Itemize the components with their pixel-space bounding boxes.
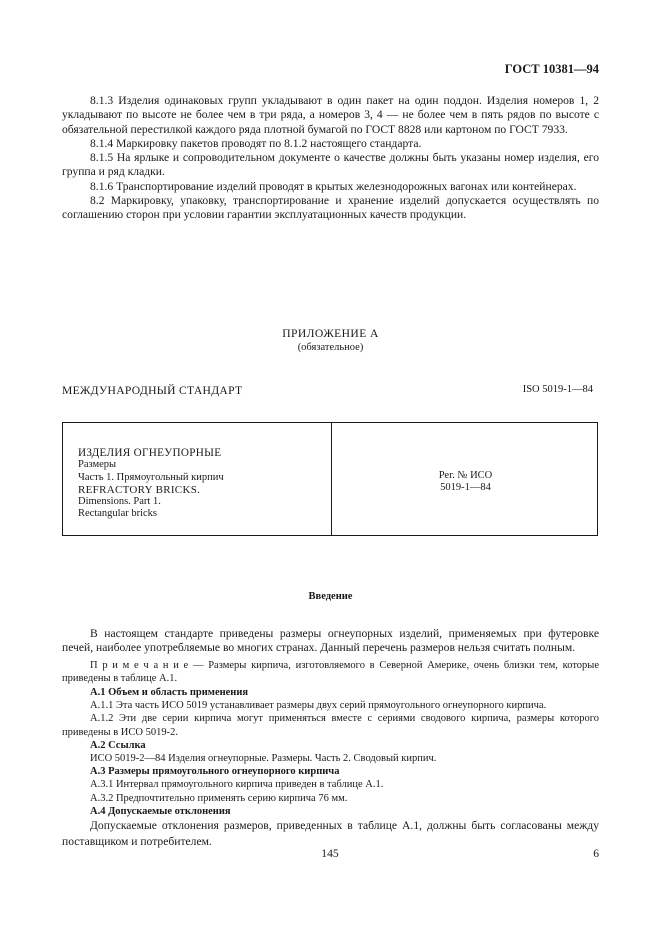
appendix-subtitle: (обязательное)	[297, 342, 364, 353]
paragraph-8-1-3: 8.1.3 Изделия одинаковых групп укладывают в один пакет на один поддон. Изделия номеров 1, 2 укладывают по высоте не более чем в три ряда, а номеров 3, 4 — не более чем в пять рядов по высоте с обязательной перестилкой каждого ряда плотной бумагой по ГОСТ 8828 или картоном по ГОСТ 7933.	[62, 94, 599, 136]
section-a1-1: А.1.1 Эта часть ИСО 5019 устанавливает размеры двух серий прямоугольного огнеупорного кирпича.	[90, 700, 547, 712]
section-a3-title: А.3 Размеры прямоугольного огнеупорного кирпича	[90, 766, 340, 778]
section-a1-2: А.1.2 Эти две серии кирпича могут применяться вместе с сериями сводового кирпича, размеры которого приведены в ИСО 5019-2.	[62, 713, 599, 738]
box-title-en: REFRACTORY BRICKS.	[78, 483, 201, 496]
paragraph-8-1-6: 8.1.6 Транспортирование изделий проводят в крытых железнодорожных вагонах или контейнерах.	[90, 179, 577, 193]
top-paragraphs	[62, 94, 599, 223]
section-a3-1: А.3.1 Интервал прямоугольного кирпича приведен в таблице А.1.	[90, 779, 384, 791]
appendix-title: ПРИЛОЖЕНИЕ А	[282, 327, 379, 340]
sections	[62, 686, 599, 849]
gost-code: ГОСТ 10381—94	[504, 62, 599, 76]
international-standard-label: МЕЖДУНАРОДНЫЙ СТАНДАРТ	[62, 384, 243, 397]
note-label: П р и м е ч а н и е	[90, 660, 189, 671]
page-number-center: 145	[321, 847, 339, 860]
box-line: Часть 1. Прямоугольный кирпич	[78, 471, 224, 483]
page-number-right: 6	[593, 847, 599, 860]
box-line: Размеры	[78, 459, 117, 471]
note-text: — Размеры кирпича, изготовляемого в Северной Америке, очень близки тем, которые приведены в таблице А.1.	[62, 660, 600, 685]
section-a2-title: А.2 Ссылка	[90, 739, 146, 751]
box-left-text	[78, 447, 323, 521]
box-title-ru: ИЗДЕЛИЯ ОГНЕУПОРНЫЕ	[78, 447, 222, 459]
box-line: Dimensions. Part 1.	[78, 496, 161, 508]
intro-heading: Введение	[308, 591, 353, 602]
paragraph-8-1-5: 8.1.5 На ярлыке и сопроводительном документе о качестве должны быть указаны номер изделия, его группа и ряд кладки.	[62, 151, 599, 179]
standard-title-box	[62, 422, 598, 536]
reg-number: 5019-1—84	[440, 482, 491, 494]
section-a3-2: А.3.2 Предпочтительно применять серию кирпича 76 мм.	[90, 792, 348, 804]
section-a2-text: ИСО 5019-2—84 Изделия огнеупорные. Размеры. Часть 2. Сводовый кирпич.	[90, 753, 437, 765]
section-a4-title: А.4 Допускаемые отклонения	[90, 805, 231, 817]
intro-paragraph: В настоящем стандарте приведены размеры огнеупорных изделий, применяемых при футеровке печей, наиболее употребляемые во многих странах. Данный перечень размеров нельзя считать полным.	[62, 627, 599, 655]
reg-label: Рег. № ИСО	[438, 470, 493, 481]
paragraph-8-2: 8.2 Маркировку, упаковку, транспортирование и хранение изделий допускается осуществлять по соглашению сторон при условии гарантии эксплуатационных качеств продукции.	[62, 194, 599, 222]
iso-number: ISO 5019-1—84	[522, 384, 593, 395]
box-line: Rectangular bricks	[78, 508, 158, 520]
section-a4-text: Допускаемые отклонения размеров, приведенных в таблице А.1, должны быть согласованы между поставщиком и потребителем.	[62, 819, 599, 848]
box-right-text	[332, 470, 599, 495]
section-a1-title: А.1 Объем и область применения	[90, 687, 249, 698]
note-paragraph	[62, 659, 599, 685]
paragraph-8-1-4: 8.1.4 Маркировку пакетов проводят по 8.1.2 настоящего стандарта.	[90, 136, 422, 150]
